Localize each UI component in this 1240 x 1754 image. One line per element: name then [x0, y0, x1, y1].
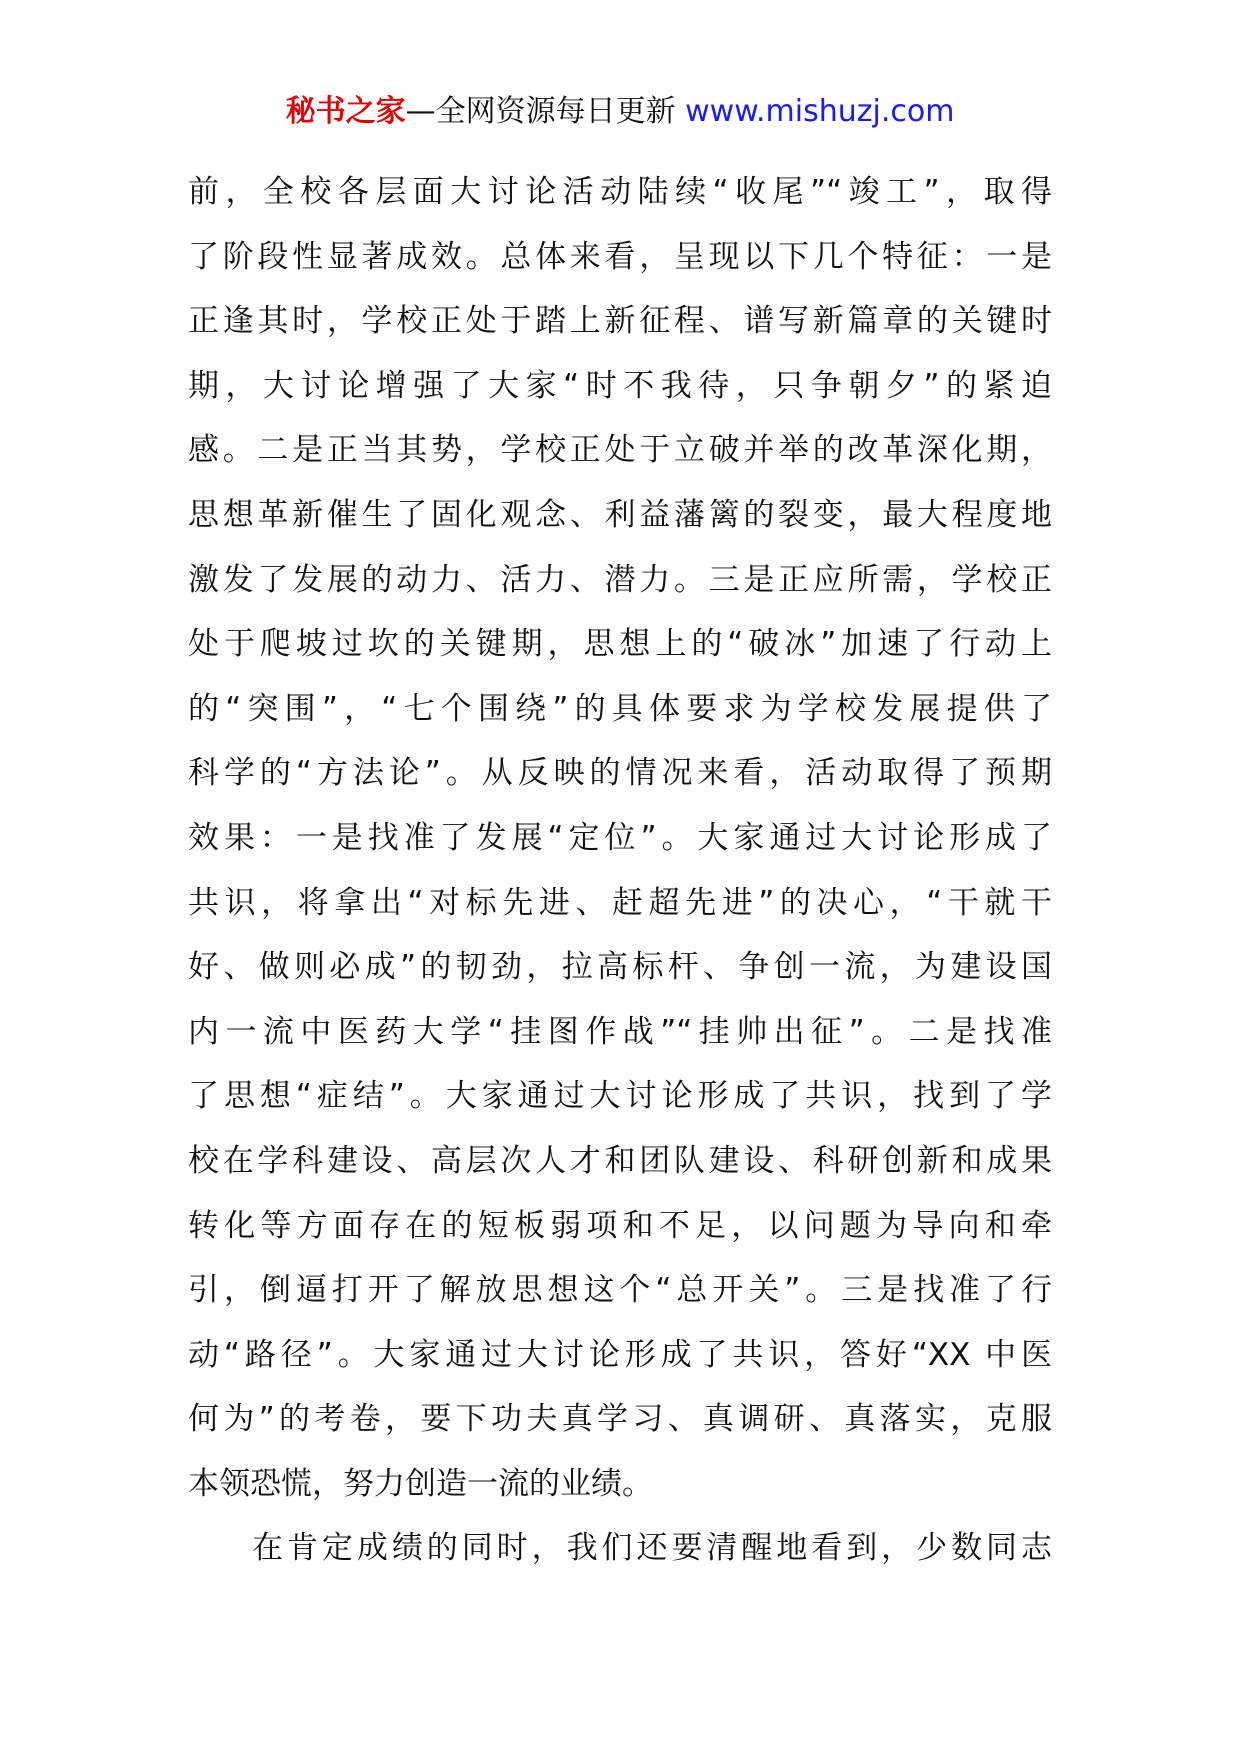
text-line: 期，大讨论增强了大家“时不我待，只争朝夕”的紧迫 [188, 367, 1052, 404]
text-line: 激发了发展的动力、活力、潜力。三是正应所需，学校正 [188, 561, 1052, 598]
text-line: 内一流中医药大学“挂图作战”“挂帅出征”。二是找准 [188, 1013, 1052, 1050]
text-line: 转化等方面存在的短板弱项和不足，以问题为导向和牵 [188, 1207, 1052, 1244]
text-line: 前，全校各层面大讨论活动陆续“收尾”“竣工”，取得 [188, 174, 1052, 210]
text-line: 引，倒逼打开了解放思想这个“总开关”。三是找准了行 [188, 1272, 1052, 1309]
text-line: 处于爬坡过坎的关键期，思想上的“破冰”加速了行动上 [188, 626, 1052, 663]
text-line: 效果：一是找准了发展“定位”。大家通过大讨论形成了 [188, 819, 1052, 856]
header-tagline: —全网资源每日更新 [405, 94, 676, 129]
site-url-link[interactable]: www.mishuzj.com [685, 94, 955, 129]
paragraph [188, 160, 1052, 1516]
text-line: 思想革新催生了固化观念、利益藩篱的裂变，最大程度地 [188, 496, 1052, 533]
document-body [188, 160, 1052, 1581]
text-line: 了思想“症结”。大家通过大讨论形成了共识，找到了学 [188, 1078, 1052, 1115]
text-line: 本领恐慌，努力创造一流的业绩。 [188, 1465, 653, 1502]
text-line: 动“路径”。大家通过大讨论形成了共识，答好“XX 中医 [188, 1336, 1052, 1373]
site-header [0, 92, 1240, 132]
text-line: 何为”的考卷，要下功夫真学习、真调研、真落实，克服 [188, 1401, 1052, 1438]
text-line: 在肯定成绩的同时，我们还要清醒地看到，少数同志 [252, 1530, 1052, 1567]
text-line: 共识，将拿出“对标先进、赶超先进”的决心，“干就干 [188, 884, 1052, 921]
text-line: 好、做则必成”的韧劲，拉高标杆、争创一流，为建设国 [188, 949, 1052, 986]
text-line: 科学的“方法论”。从反映的情况来看，活动取得了预期 [188, 755, 1052, 792]
text-line: 正逢其时，学校正处于踏上新征程、谱写新篇章的关键时 [188, 303, 1052, 340]
text-line: 感。二是正当其势，学校正处于立破并举的改革深化期， [188, 432, 1052, 469]
text-line: 的“突围”，“七个围绕”的具体要求为学校发展提供了 [188, 690, 1052, 727]
brand-name: 秘书之家 [285, 94, 406, 129]
text-line: 校在学科建设、高层次人才和团队建设、科研创新和成果 [188, 1142, 1052, 1179]
text-line: 了阶段性显著成效。总体来看，呈现以下几个特征：一是 [188, 238, 1052, 275]
paragraph [188, 1516, 1052, 1581]
